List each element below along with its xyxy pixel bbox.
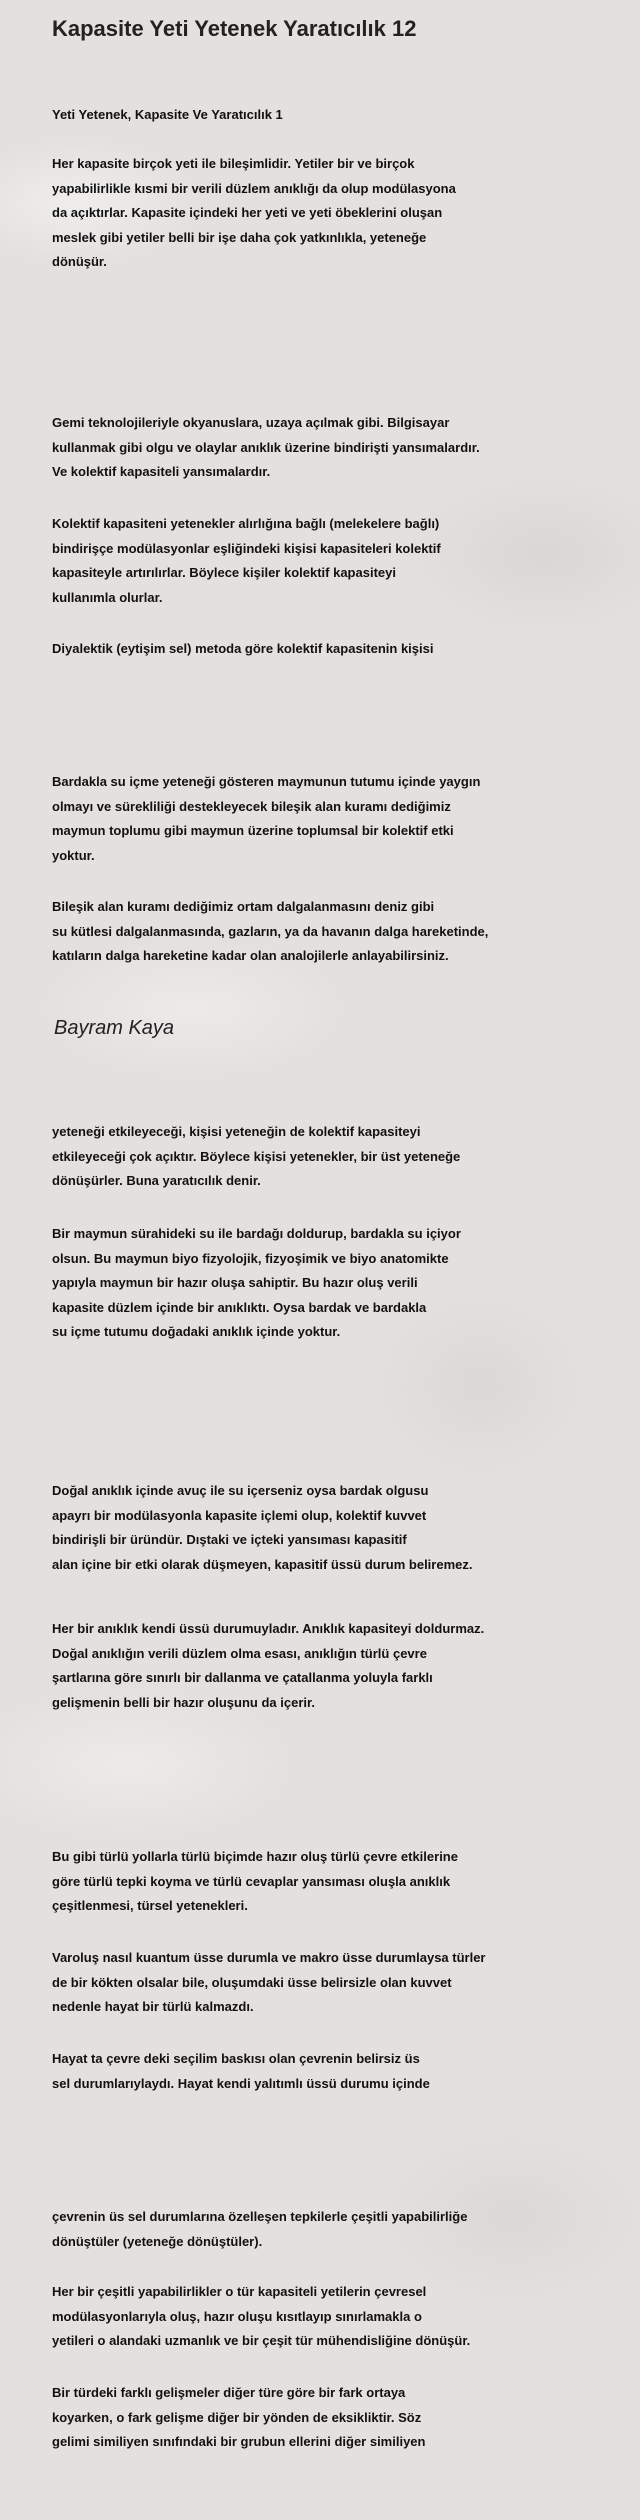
text-line: koyarken, o fark gelişme diğer bir yönden de eksikliktir. Söz: [52, 2409, 422, 2425]
text-line: Gemi teknolojileriyle okyanuslara, uzaya açılmak gibi. Bilgisayar: [52, 415, 450, 430]
paragraph: [52, 512, 618, 610]
page-title: Kapasite Yeti Yetenek Yaratıcılık 12: [52, 16, 417, 41]
paragraph: [52, 2280, 618, 2354]
text-line: kullanmak gibi olgu ve olaylar anıklık üzerine bindirişti yansımalardır.: [52, 439, 480, 455]
text-line: Doğal anıklığın verili düzlem olma esası, anıklığın türlü çevre: [52, 1645, 427, 1661]
text-line: dönüşür.: [52, 254, 107, 270]
text-line: Ve kolektif kapasiteli yansımalardır.: [52, 464, 271, 480]
paragraph: [52, 770, 618, 868]
paragraph: [52, 1222, 618, 1345]
text-line: dönüştüler (yeteneğe dönüştüler).: [52, 2233, 263, 2249]
paragraph: [52, 1845, 618, 1919]
text-line: bindirişli bir üründür. Dıştaki ve içteki yansıması kapasitif: [52, 1532, 407, 1548]
text-line: olsun. Bu maymun biyo fizyolojik, fizyoşimik ve biyo anatomikte: [52, 1250, 449, 1266]
text-line: da açıktırlar. Kapasite içindeki her yeti ve yeti öbeklerini oluşan: [52, 205, 443, 221]
text-line: şartlarına göre sınırlı bir dallanma ve çatallanma yoluyla farklı: [52, 1670, 433, 1686]
text-line: yeteneği etkileyeceği, kişisi yeteneğin de kolektif kapasiteyi: [52, 1124, 421, 1139]
text-line: Bir maymun sürahideki su ile bardağı doldurup, bardakla su içiyor: [52, 1226, 461, 1241]
text-line: Bileşik alan kuramı dediğimiz ortam dalgalanmasını deniz gibi: [52, 899, 435, 914]
paragraph: [52, 1946, 618, 2020]
text-line: gelimi similiyen sınıfındaki bir grubun ellerini diğer similiyen: [52, 2434, 426, 2450]
paragraph: [52, 637, 618, 662]
text-line: su içme tutumu doğadaki anıklık içinde yoktur.: [52, 1324, 341, 1340]
text-line: Doğal anıklık içinde avuç ile su içerseniz oysa bardak olgusu: [52, 1483, 429, 1498]
text-line: dönüşürler. Buna yaratıcılık denir.: [52, 1173, 261, 1189]
text-line: Her bir çeşitli yapabilirlikler o tür kapasiteli yetilerin çevresel: [52, 2284, 427, 2299]
text-line: olmayı ve sürekliliği destekleyecek bileşik alan kuramı dediğimiz: [52, 798, 451, 814]
text-line: de bir kökten olsalar bile, oluşumdaki üsse belirsizle olan kuvvet: [52, 1974, 452, 1990]
paragraph: [52, 895, 618, 969]
text-line: kullanımla olurlar.: [52, 589, 163, 605]
text-line: Her kapasite birçok yeti ile bileşimlidir. Yetiler bir ve birçok: [52, 156, 415, 171]
text-line: kapasiteyle artırılırlar. Böylece kişiler kolektif kapasiteyi: [52, 565, 396, 581]
paragraph: [52, 2381, 618, 2455]
text-line: çevrenin üs sel durumlarına özelleşen tepkilerle çeşitli yapabilirliğe: [52, 2209, 468, 2224]
text-line: etkileyeceği çok açıktır. Böylece kişisi yetenekler, bir üst yeteneğe: [52, 1148, 461, 1164]
text-line: yapıyla maymun bir hazır oluşa sahiptir. Bu hazır oluş verili: [52, 1275, 418, 1291]
text-line: Bardakla su içme yeteneği gösteren maymunun tutumu içinde yaygın: [52, 774, 481, 789]
text-line: su kütlesi dalgalanmasında, gazların, ya da havanın dalga hareketinde,: [52, 923, 489, 939]
paragraph: [52, 2205, 618, 2254]
paragraph: [52, 2047, 618, 2096]
section-title: Yeti Yetenek, Kapasite Ve Yaratıcılık 1: [52, 107, 283, 122]
text-line: meslek gibi yetiler belli bir işe daha çok yatkınlıkla, yeteneğe: [52, 229, 427, 245]
text-line: bindirişçe modülasyonlar eşliğindeki kişisi kapasiteleri kolektif: [52, 540, 441, 556]
paragraph: [52, 152, 618, 275]
text-line: Bu gibi türlü yollarla türlü biçimde hazır oluş türlü çevre etkilerine: [52, 1849, 458, 1864]
text-line: yapabilirlikle kısmi bir verili düzlem anıklığı da olup modülasyona: [52, 180, 456, 196]
text-line: modülasyonlarıyla oluş, hazır oluşu kısıtlayıp sınırlamakla o: [52, 2308, 422, 2324]
text-line: katıların dalga hareketine kadar olan analojilerle anlayabilirsiniz.: [52, 948, 449, 964]
paragraph: [52, 1617, 618, 1715]
text-line: maymun toplumu gibi maymun üzerine toplumsal bir kolektif etki: [52, 823, 454, 839]
paragraph: [52, 1479, 618, 1577]
text-line: Hayat ta çevre deki seçilim baskısı olan çevrenin belirsiz üs: [52, 2051, 420, 2066]
text-line: apayrı bir modülasyonla kapasite içlemi olup, kolektif kuvvet: [52, 1507, 427, 1523]
paragraph: [52, 411, 618, 485]
text-line: Varoluş nasıl kuantum üsse durumla ve makro üsse durumlaysa türler: [52, 1950, 486, 1965]
text-line: Diyalektik (eytişim sel) metoda göre kolektif kapasitenin kişisi: [52, 641, 434, 656]
text-line: sel durumlarıylaydı. Hayat kendi yalıtımlı üssü durumu içinde: [52, 2075, 430, 2091]
text-line: nedenle hayat bir türlü kalmazdı.: [52, 1999, 254, 2015]
author-name: Bayram Kaya: [54, 1017, 175, 1039]
paragraph: [52, 1120, 618, 1194]
text-line: kapasite düzlem içinde bir anıklıktı. Oysa bardak ve bardakla: [52, 1299, 427, 1315]
text-line: çeşitlenmesi, türsel yetenekleri.: [52, 1898, 248, 1914]
text-line: yoktur.: [52, 847, 95, 863]
text-line: gelişmenin belli bir hazır oluşunu da içerir.: [52, 1694, 315, 1710]
text-line: Her bir anıklık kendi üssü durumuyladır. Anıklık kapasiteyi doldurmaz.: [52, 1621, 485, 1636]
text-line: göre türlü tepki koyma ve türlü cevaplar yansıması oluşla anıklık: [52, 1873, 451, 1889]
text-line: yetileri o alandaki uzmanlık ve bir çeşit tür mühendisliğine dönüşür.: [52, 2333, 471, 2349]
text-line: Kolektif kapasiteni yetenekler alırlığına bağlı (melekelere bağlı): [52, 516, 440, 531]
text-line: Bir türdeki farklı gelişmeler diğer türe göre bir fark ortaya: [52, 2385, 406, 2400]
text-line: alan içine bir etki olarak düşmeyen, kapasitif üssü durum beliremez.: [52, 1556, 473, 1572]
